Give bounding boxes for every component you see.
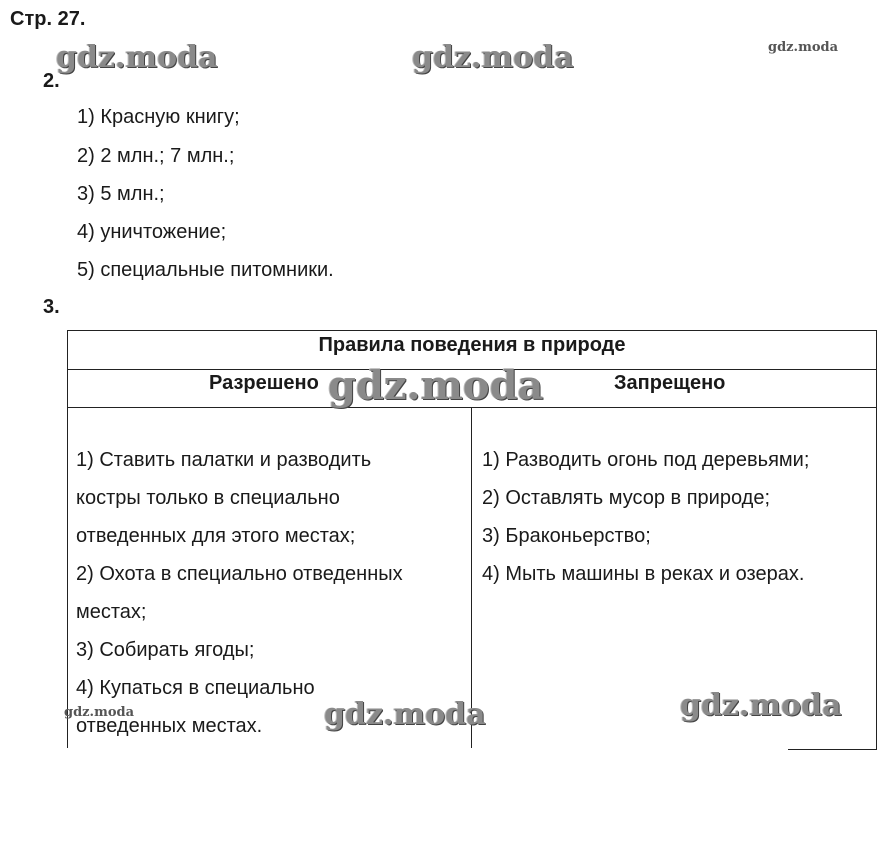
list-item: 1) Разводить огонь под деревьями; (482, 449, 810, 471)
task-3-number: 3. (43, 296, 60, 318)
list-item: отведенных для этого местах; (76, 525, 356, 547)
task-2-answer: 2) 2 млн.; 7 млн.; (77, 145, 235, 167)
list-item: 3) Собирать ягоды; (76, 639, 255, 661)
list-item: отведенных местах. (76, 715, 263, 737)
task-2-answer: 1) Красную книгу; (77, 106, 240, 128)
table-border-left (67, 330, 68, 748)
page-reference: Стр. 27. (10, 8, 86, 30)
watermark: gdz.moda (64, 705, 135, 720)
watermark: gdz.moda (412, 40, 574, 75)
forbidden-list (482, 441, 809, 593)
list-item: 3) Браконьерство; (482, 525, 651, 547)
list-item: 4) Мыть машины в реках и озерах. (482, 563, 805, 585)
task-2-answer: 5) специальные питомники. (77, 259, 334, 281)
task-2-answer: 4) уничтожение; (77, 221, 227, 243)
column-header-forbidden: Запрещено (614, 372, 726, 394)
column-header-allowed: Разрешено (209, 372, 319, 394)
list-item: 2) Охота в специально отведенных (76, 563, 403, 585)
task-2-answer: 3) 5 млн.; (77, 183, 165, 205)
task-2-number: 2. (43, 70, 60, 92)
table-border-top (67, 330, 877, 331)
list-item: местах; (76, 601, 147, 623)
table-border-right (876, 330, 877, 750)
watermark: gdz.moda (328, 362, 544, 409)
list-item: 1) Ставить палатки и разводить (76, 449, 372, 471)
table-title: Правила поведения в природе (318, 334, 626, 356)
watermark: gdz.moda (768, 40, 839, 55)
watermark: gdz.moda (324, 697, 486, 732)
watermark: gdz.moda (680, 688, 842, 723)
watermark: gdz.moda (56, 40, 218, 75)
list-item: 2) Оставлять мусор в природе; (482, 487, 770, 509)
table-border-bottom (788, 749, 877, 750)
list-item: 4) Купаться в специально (76, 677, 315, 699)
list-item: костры только в специально (76, 487, 340, 509)
